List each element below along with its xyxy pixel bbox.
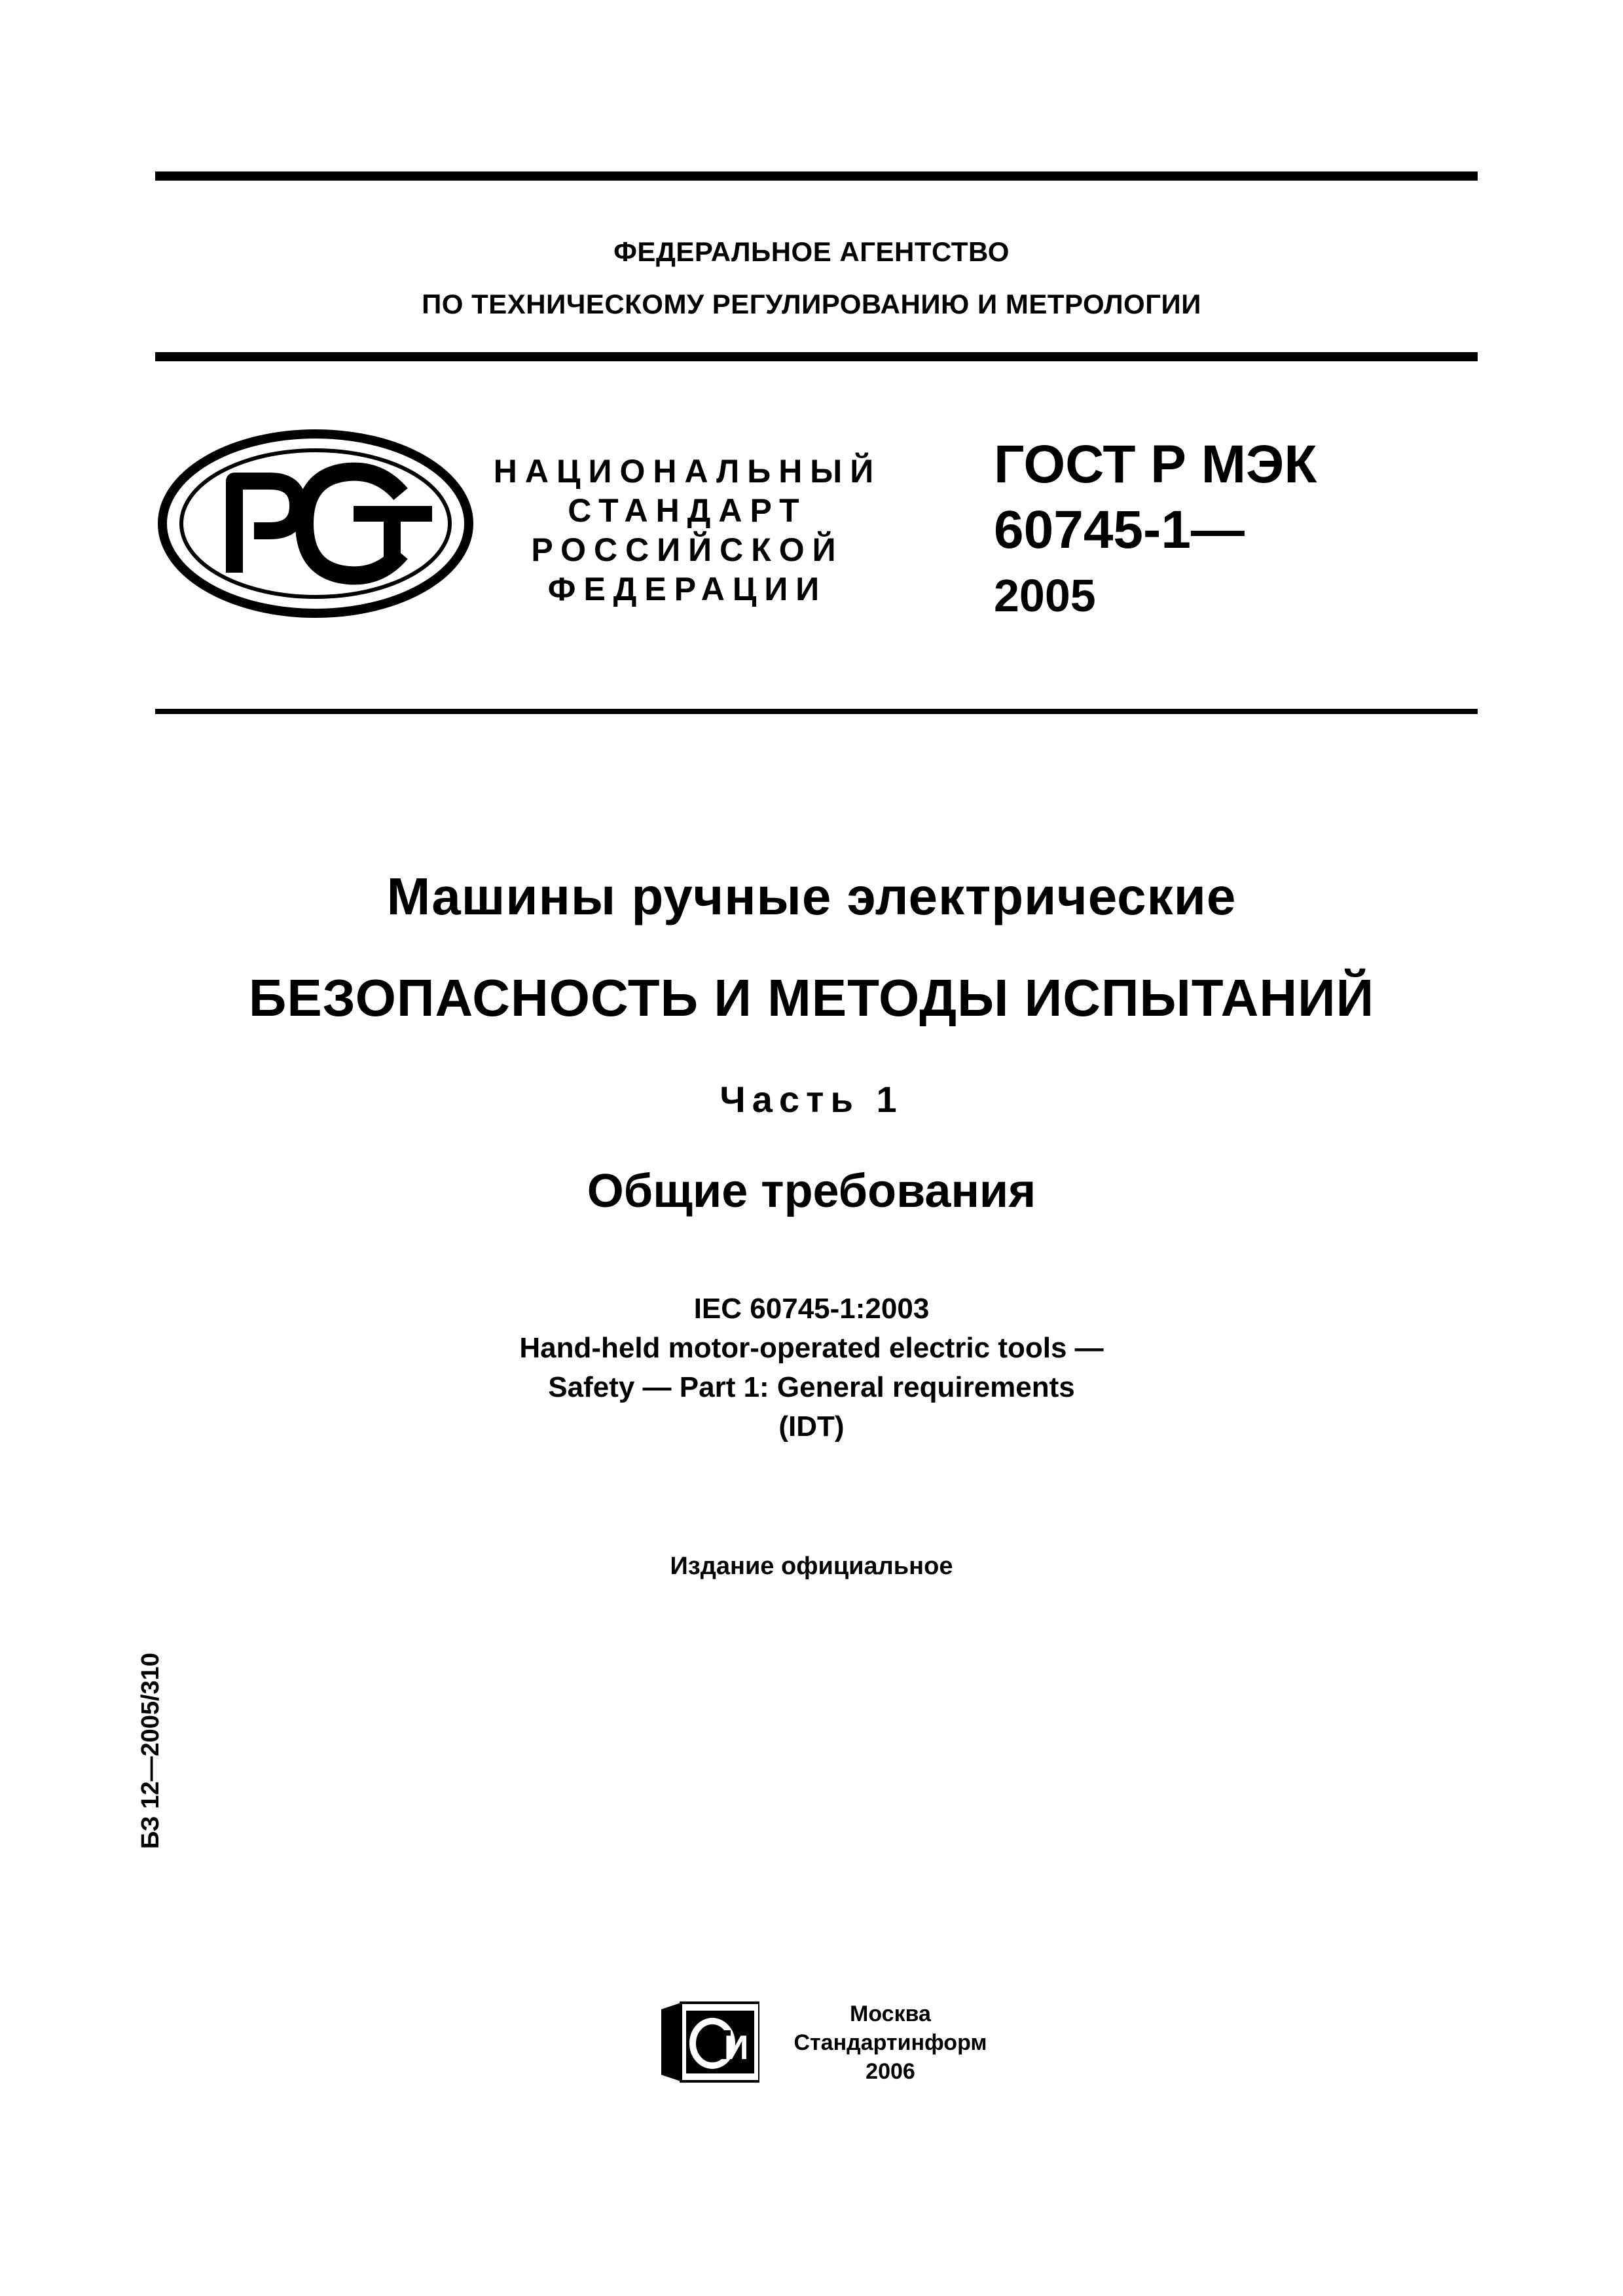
svg-text:И: И [724, 2029, 749, 2067]
publisher-name: Стандартинформ [793, 2030, 987, 2055]
publisher-block [779, 2000, 1002, 2086]
iec-line-2: Hand-held motor-operated electric tools — [519, 1332, 1104, 1364]
part-title: Общие требования [587, 1165, 1036, 1217]
iec-line-3: Safety — Part 1: General requirements [548, 1371, 1075, 1403]
national-line-2: СТАНДАРТ [568, 492, 807, 529]
designation-year: 2005 [994, 570, 1096, 621]
pct-conformity-logo [157, 429, 475, 619]
publisher-year: 2006 [866, 2059, 915, 2084]
top-rule [155, 171, 1478, 181]
agency-block [0, 226, 1623, 331]
part-number: Часть 1 [720, 1079, 903, 1120]
iec-reference [0, 1289, 1623, 1446]
designation-line-1: ГОСТ Р МЭК [994, 435, 1317, 494]
national-line-1: НАЦИОНАЛЬНЫЙ [493, 453, 882, 490]
designation-rule [155, 709, 1478, 714]
standard-designation [994, 432, 1317, 628]
edition-label: Издание официальное [670, 1552, 953, 1580]
designation-line-2: 60745-1— [994, 500, 1245, 560]
document-subtitle: БЕЗОПАСНОСТЬ И МЕТОДЫ ИСПЫТАНИЙ [248, 969, 1375, 1027]
standartinform-logo [661, 1996, 759, 2085]
agency-line-2: ПО ТЕХНИЧЕСКОМУ РЕГУЛИРОВАНИЮ И МЕТРОЛОГИИ [422, 289, 1201, 319]
agency-line-1: ФЕДЕРАЛЬНОЕ АГЕНТСТВО [613, 236, 1010, 267]
iec-line-4: (IDT) [778, 1410, 845, 1443]
national-standard-label [458, 452, 917, 609]
national-line-3: РОССИЙСКОЙ [531, 531, 844, 568]
publisher-city: Москва [850, 2001, 931, 2026]
side-code: БЗ 12—2005/310 [137, 1653, 164, 1849]
national-line-4: ФЕДЕРАЦИИ [547, 571, 828, 607]
iec-line-1: IEC 60745-1:2003 [693, 1293, 930, 1325]
header-rule [155, 352, 1478, 361]
document-title: Машины ручные электрические [386, 867, 1237, 925]
